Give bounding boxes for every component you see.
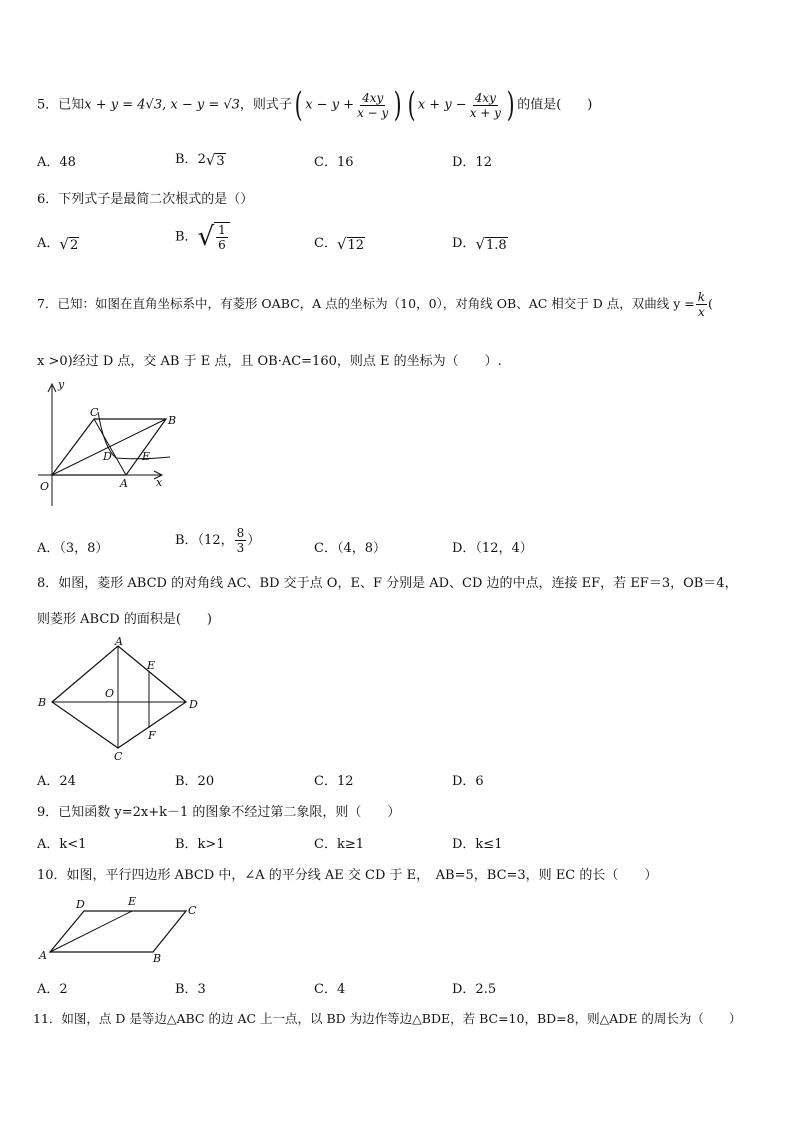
q8-label-c: C (114, 750, 123, 763)
question-6: 6．下列式子是最简二次根式的是（） (37, 192, 254, 207)
q6-option-b: B． √ $\frac{1}{6}$ (175, 222, 230, 252)
q10-option-b: B．3 (175, 982, 206, 997)
question-9: 9．已知函数 y=2x+k－1 的图象不经过第二象限，则（ ） (37, 805, 401, 820)
question-7-line-1: 7．已知：如图在直角坐标系中，有菱形 OABC，A 点的坐标为（10，0），对角线 OB、AC 相交于 D 点，双曲线 y = $\frac{k}{x}$ ( (37, 290, 713, 319)
q6-option-d: D． √ 1.8 (452, 234, 507, 253)
q5-option-b-radicand: 3 (216, 153, 225, 169)
q5-condition-1: x + y = 4√3 (84, 97, 163, 113)
q10-option-c: C．4 (314, 982, 346, 997)
q7-label-d: D (103, 450, 112, 463)
q10-label-d: D (76, 898, 85, 911)
q5-suffix: 的值是( ) (517, 97, 593, 113)
q5-option-a: A．48 (37, 155, 76, 170)
q8-label-o: O (105, 687, 115, 700)
q7-option-b: B．（12， $\frac{8}{3}$ ） (175, 526, 261, 555)
question-10: 10．如图，平行四边形 ABCD 中，∠A 的平分线 AE 交 CD 于 E， AB=5，BC=3，则 EC 的长（ ） (37, 868, 658, 883)
q7-label-a: A (120, 477, 128, 490)
q8-label-d: D (189, 698, 198, 711)
q5-frac-den-b: x + y (469, 105, 501, 120)
q5-mid: ，则式子 (239, 97, 292, 113)
q5-option-b-coef: 2 (197, 152, 206, 167)
q10-figure (36, 895, 206, 965)
q8-label-a: A (115, 635, 123, 648)
q8-label-b: B (38, 696, 47, 709)
q10-option-a: A．2 (37, 982, 68, 997)
q10-label-a: A (39, 949, 47, 962)
q5-option-b: B．2 √ 3 (175, 150, 225, 169)
q5-option-d: D．12 (452, 155, 492, 170)
q5-prefix: 5．已知 (37, 97, 85, 113)
q7-label-x: x (156, 476, 163, 489)
q10-label-b: B (153, 952, 162, 965)
q8-option-a: A．24 (37, 774, 76, 789)
q5-frac-num-b: 4xy (474, 90, 496, 105)
q7-label-e: E (142, 450, 151, 463)
q9-option-d: D．k≤1 (452, 837, 503, 852)
q5-condition-2: x − y = √3 (170, 97, 240, 113)
q7-label-b: B (168, 414, 177, 427)
question-5: 5．已知x + y = 4√3, x − y = √3，则式子( x − y + $\frac{4xy}{x - y}$ ) ( x + y − $\frac{4xy}{x + y}$ ) 的值是( ) (37, 85, 593, 125)
q10-label-c: C (188, 904, 197, 917)
q7-figure (30, 378, 177, 513)
q7-option-d: D．（12，4） (452, 541, 533, 556)
question-11: 11．如图，点 D 是等边△ABC 的边 AC 上一点，以 BD 为边作等边△BDE，若 BC=10，BD=8，则△ADE 的周长为（ ） (33, 1011, 742, 1026)
q6-option-a: A． √ 2 (37, 234, 79, 253)
q5-frac-den-a: x − y (357, 105, 389, 120)
q5-option-c: C．16 (314, 155, 354, 170)
question-8-line-2: 则菱形 ABCD 的面积是( ) (37, 612, 212, 627)
q5-expr-a: x − y + (305, 97, 355, 113)
q9-option-b: B．k>1 (175, 837, 225, 852)
question-8-line-1: 8．如图，菱形 ABCD 的对角线 AC、BD 交于点 O，E、F 分别是 AD、CD 边的中点，连接 EF，若 EF＝3，OB＝4， (37, 576, 738, 591)
q9-option-a: A．k<1 (37, 837, 87, 852)
q7-label-o: O (40, 480, 50, 493)
q10-label-e: E (128, 895, 137, 908)
q8-option-c: C．12 (314, 774, 354, 789)
q8-option-b: B．20 (175, 774, 215, 789)
q8-label-f: F (148, 729, 156, 742)
q7-option-a: A．（3，8） (37, 541, 109, 556)
q7-option-c: C．（4，8） (314, 541, 386, 556)
q8-option-d: D．6 (452, 774, 484, 789)
q8-label-e: E (147, 659, 156, 672)
question-7-line-2: x >0)经过 D 点，交 AB 于 E 点，且 OB·AC=160，则点 E 的坐标为（ ）. (37, 354, 502, 369)
q8-figure (32, 636, 202, 766)
q7-label-y: y (58, 378, 65, 391)
q7-label-c: C (90, 406, 99, 419)
q6-option-c: C． √ 12 (314, 234, 365, 253)
q5-expr-b: x + y − (417, 97, 467, 113)
q10-option-d: D．2.5 (452, 982, 497, 997)
q9-option-c: C．k≥1 (314, 837, 364, 852)
q5-frac-num-a: 4xy (362, 90, 384, 105)
